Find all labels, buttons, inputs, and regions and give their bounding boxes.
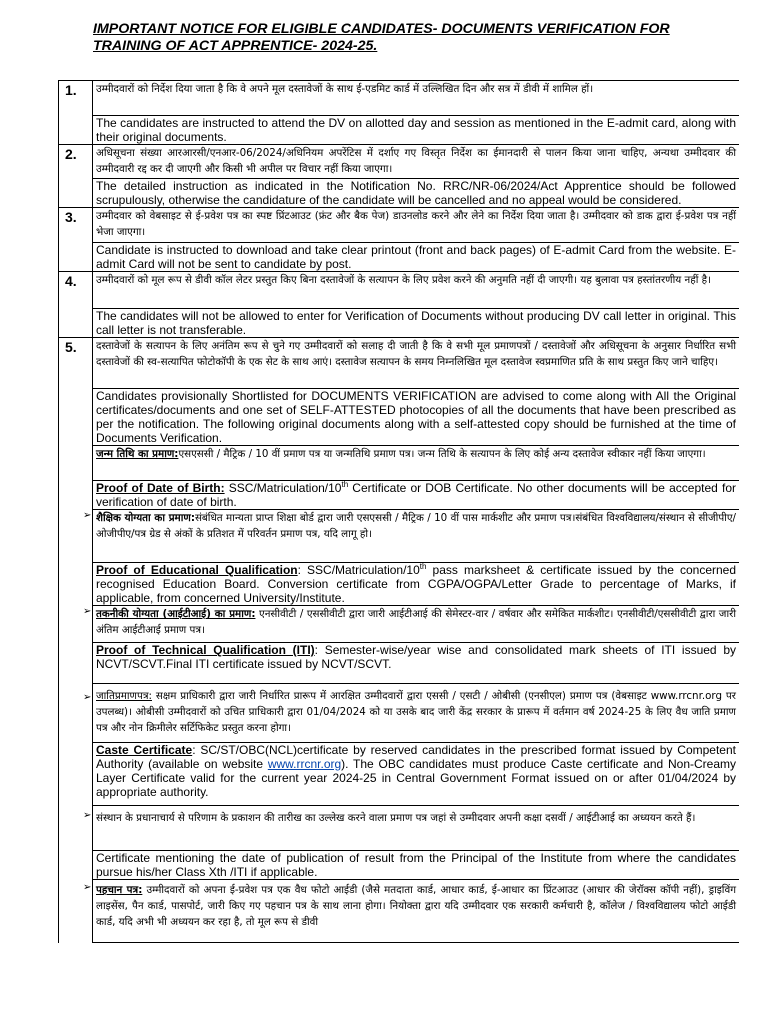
edu-english: [59, 563, 740, 606]
bullet-arrow-icon: ➢: [83, 691, 92, 703]
dob-hindi: [59, 446, 740, 481]
edu-label-hindi: शैक्षिक योग्यता का प्रमाण:: [96, 512, 195, 524]
edu-proof-english: [93, 563, 740, 606]
instruction-hindi: उम्मीदवार को वेबसाइट से ई-प्रवेश पत्र का स्पष्ट प्रिंटआउट (फ्रंट और बैक पेज) डाउनलोड करने और लेने का निर्देश दिया जाता है। उम्मीदवार को डाक द्वारा ई-प्रवेश पत्र नहीं भेजा जाएगा।: [93, 208, 740, 243]
instruction-english: The candidates are instructed to attend the DV on allotted day and session as mentioned in the E-admit card, along with their original documents.: [93, 116, 740, 145]
caste-text-hindi: सक्षम प्राधिकारी द्वारा जारी निर्धारित प्रारूप में आरक्षित उम्मीदवारों द्वारा एससी / एसटी / ओबीसी (एनसीएल) प्रमाण पत्र (वेबसाइट www.rrcnr.org पर उपलब्ध)। ओबीसी उम्मीदवारों को उचित प्राधिकारी द्वारा 01/04/2024 को या उसके बाद जारी केंद्र सरकार के प्रारूप में वर्तमान वर्ष 2024-25 के लिए वैध जाति प्रमाण पत्र और नोन क्रिमीलेर सर्टिफिकेट प्रस्तुत करना होगा।: [96, 690, 736, 734]
bullet-arrow-icon: ➢: [83, 509, 92, 521]
iti-label-hindi: तकनीकी योग्यता (आईटीआई) का प्रमाण:: [96, 608, 256, 620]
bullet-arrow-icon: ➢: [83, 605, 92, 617]
id-label-hindi: पहचान पत्र:: [96, 884, 143, 896]
iti-proof-english: [93, 643, 740, 684]
caste-proof-english: [93, 743, 740, 806]
caste-text-b: ). The OBC candidates must produce Caste certificate and Non-Creamy Layer Certificate valid for the current year 2024-25 in Central Government Format issued on or after 01/04/2024 by appropriate authority.: [96, 757, 736, 799]
edu-hindi: [59, 510, 740, 563]
dob-proof-hindi: [93, 446, 740, 481]
instruction-english: The candidates will not be allowed to enter for Verification of Documents without producing DV call letter in original. This call letter is not transferable.: [93, 309, 740, 338]
iti-hindi: [59, 606, 740, 643]
id-proof-hindi: [93, 880, 740, 943]
dob-text-hindi: एसएससी / मैट्रिक / 10 वीं प्रमाण पत्र या जन्मतिथि प्रमाण पत्र। जन्म तिथि के सत्यापन के लिए कोई अन्य दस्तावेज स्वीकार नहीं किया जाएगा।: [178, 448, 706, 460]
sub-item-cell: [59, 446, 93, 510]
row-3-english: [59, 243, 740, 272]
iti-text-english: : Semester-wise/year wise and consolidated mark sheets of ITI issued by NCVT/SCVT.Final ITI certificate issued by NCVT/SCVT.: [96, 643, 736, 671]
sub-item-cell: [59, 880, 93, 943]
iti-proof-hindi: [93, 606, 740, 643]
notice-title: IMPORTANT NOTICE FOR ELIGIBLE CANDIDATES- DOCUMENTS VERIFICATION FOR TRAINING OF ACT APPRENTICE- 2024-25.: [93, 21, 670, 54]
dob-text-b: Certificate or DOB Certificate. No other documents will be accepted for verification of date of birth.: [96, 481, 736, 509]
dob-text-a: SSC/Matriculation/10: [224, 481, 342, 495]
iti-label-english: Proof of Technical Qualification (ITI): [96, 643, 315, 657]
id-hindi: [59, 880, 740, 943]
row-number: 1.: [59, 81, 93, 145]
row-5-hindi: [59, 338, 740, 389]
dob-label-english: Proof of Date of Birth:: [96, 481, 225, 495]
caste-proof-hindi: [93, 684, 740, 743]
inst-hindi: [59, 806, 740, 851]
notice-table-container: [58, 80, 739, 1024]
instruction-english: Candidates provisionally Shortlisted for DOCUMENTS VERIFICATION are advised to come along with All the Original certificates/documents and one set of SELF-ATTESTED photocopies of all the documents that have been prescribed as per the notification. The following original documents along with a self-attested copy should be furnished at the time of Documents Verification.: [93, 389, 740, 446]
caste-text-a: : SC/ST/OBC(NCL)certificate by reserved candidates in the prescribed format issued by Competent Authority (available on website: [96, 743, 736, 771]
instruction-hindi: दस्तावेजों के सत्यापन के लिए अनंतिम रूप से चुने गए उम्मीदवारों को सलाह दी जाती है कि वे सभी मूल प्रमाणपत्रों / दस्तावेजों और अधिसूचना के अनुसार निर्धारित सभी दस्तावेजों की स्व-सत्यापित फोटोकॉपी के एक सेट के साथ आएं। दस्तावेज सत्यापन के समय निम्नलिखित मूल दस्तावेज स्वप्रमाणित प्रति के साथ प्रस्तुत किए जाने चाहिए।: [93, 338, 740, 389]
row-number: 4.: [59, 272, 93, 338]
instruction-english: The detailed instruction as indicated in the Notification No. RRC/NR-06/2024/Act Apprentice should be followed scrupulously, otherwise the candidature of the candidate will be cancelled and no appeal would be considered.: [93, 179, 740, 208]
instruction-hindi: अधिसूचना संख्या आरआरसी/एनआर-06/2024/अधिनियम अपरेंटिस में दर्शाए गए विस्तृत निर्देश का ईमानदारी से पालन किया जाना चाहिए, अन्यथा उम्मीदवार की उम्मीदवारी रद्द कर दी जाएगी और किसी भी अपील पर विचार नहीं किया जाएगा।: [93, 145, 740, 179]
iti-text-hindi: एनसीवीटी / एससीवीटी द्वारा जारी आईटीआई की सेमेस्टर-वार / वर्षवार और समेकित मार्कशीट। एनसीवीटी/एससीवीटी द्वारा जारी अंतिम आईटीआई प्रमाण पत्र।: [96, 608, 736, 636]
instruction-hindi: उम्मीदवारों को निर्देश दिया जाता है कि वे अपने मूल दस्तावेजों के साथ ई-एडमिट कार्ड में उल्लिखित दिन और सत्र में डीवी में शामिल हों।: [93, 81, 740, 116]
row-1-english: [59, 116, 740, 145]
edu-text-hindi: संबंधित मान्यता प्राप्त शिक्षा बोर्ड द्वारा जारी एसएससी / मैट्रिक / 10 वीं पास मार्कशीट और प्रमाण पत्र।संबंधित विश्वविद्यालय/संस्थान से सीजीपीए/ओजीपीए/पत्र ग्रेड से अंकों के प्रतिशत में परिवर्तन प्रमाण पत्र, यदि लागू हो।: [96, 512, 736, 540]
row-number: 2.: [59, 145, 93, 208]
row-2-hindi: [59, 145, 740, 179]
caste-label-english: Caste Certificate: [96, 743, 193, 757]
edu-label-english: Proof of Educational Qualification: [96, 563, 298, 577]
instruction-english: Candidate is instructed to download and take clear printout (front and back pages) of E-admit Card from the website. E-admit Card will not be sent to candidate by post.: [93, 243, 740, 272]
sub-item-cell: [59, 806, 93, 880]
caste-hindi: [59, 684, 740, 743]
caste-english: [59, 743, 740, 806]
edu-proof-hindi: [93, 510, 740, 563]
edu-sup: th: [419, 562, 427, 571]
sub-item-cell: [59, 510, 93, 606]
dob-english: [59, 481, 740, 510]
edu-text-b: pass marksheet & certificate issued by the concerned recognised Education Board. Conversion certificate from CGPA/OGPA/Letter Grade to percentage of Marks, if applicable, from concerned University/Institute.: [96, 563, 737, 605]
bullet-arrow-icon: ➢: [83, 881, 92, 893]
notice-table: [58, 80, 739, 943]
bullet-arrow-icon: ➢: [83, 809, 92, 821]
row-2-english: [59, 179, 740, 208]
dob-proof-english: [93, 481, 740, 510]
row-number: 3.: [59, 208, 93, 272]
row-4-english: [59, 309, 740, 338]
edu-text-a: : SSC/Matriculation/10: [297, 563, 420, 577]
caste-label-hindi: जातिप्रमाणपत्र:: [96, 690, 152, 702]
row-4-hindi: [59, 272, 740, 309]
sub-item-cell: [59, 606, 93, 684]
dob-label-hindi: जन्म तिथि का प्रमाण:: [96, 448, 179, 460]
inst-cert-english: Certificate mentioning the date of publication of result from the Principal of the Institute from where the candidates pursue his/her Class Xth /ITI if applicable.: [93, 851, 740, 880]
id-text-hindi: उम्मीदवारों को अपना ई-प्रवेश पत्र एक वैध फोटो आईडी (जैसे मतदाता कार्ड, आधार कार्ड, ई-आधार का प्रिंटआउट (आधार की जेरॉक्स कॉपी नहीं), ड्राइविंग लाइसेंस, पैन कार्ड, पासपोर्ट, जारी किए गए पहचान पत्र के साथ लाना होगा। नियोक्ता द्वारा यदि उम्मीदवार एक सरकारी कर्मचारी है, कॉलेज / विश्वविद्यालय फोटो आईडी कार्ड, यदि अभी भी अध्ययन कर रहा है, तो मूल रूप से डीवी: [96, 884, 737, 928]
sub-item-cell: [59, 684, 93, 806]
row-5-english: [59, 389, 740, 446]
row-3-hindi: [59, 208, 740, 243]
rrcnr-website-link[interactable]: www.rrcnr.org: [267, 757, 342, 771]
iti-english: [59, 643, 740, 684]
row-1-hindi: [59, 81, 740, 116]
inst-english: [59, 851, 740, 880]
inst-cert-hindi: संस्थान के प्रधानाचार्य से परिणाम के प्रकाशन की तारीख का उल्लेख करने वाला प्रमाण पत्र जहां से उम्मीदवार अपनी कक्षा दसवीं / आईटीआई का अध्ययन करते हैं।: [93, 806, 740, 851]
row-number: 5.: [59, 338, 93, 446]
instruction-hindi: उम्मीदवारों को मूल रूप से डीवी कॉल लेटर प्रस्तुत किए बिना दस्तावेजों के सत्यापन के लिए प्रवेश करने की अनुमति नहीं दी जाएगी। यह बुलावा पत्र हस्तांतरणीय नहीं है।: [93, 272, 740, 309]
dob-sup: th: [341, 480, 349, 489]
